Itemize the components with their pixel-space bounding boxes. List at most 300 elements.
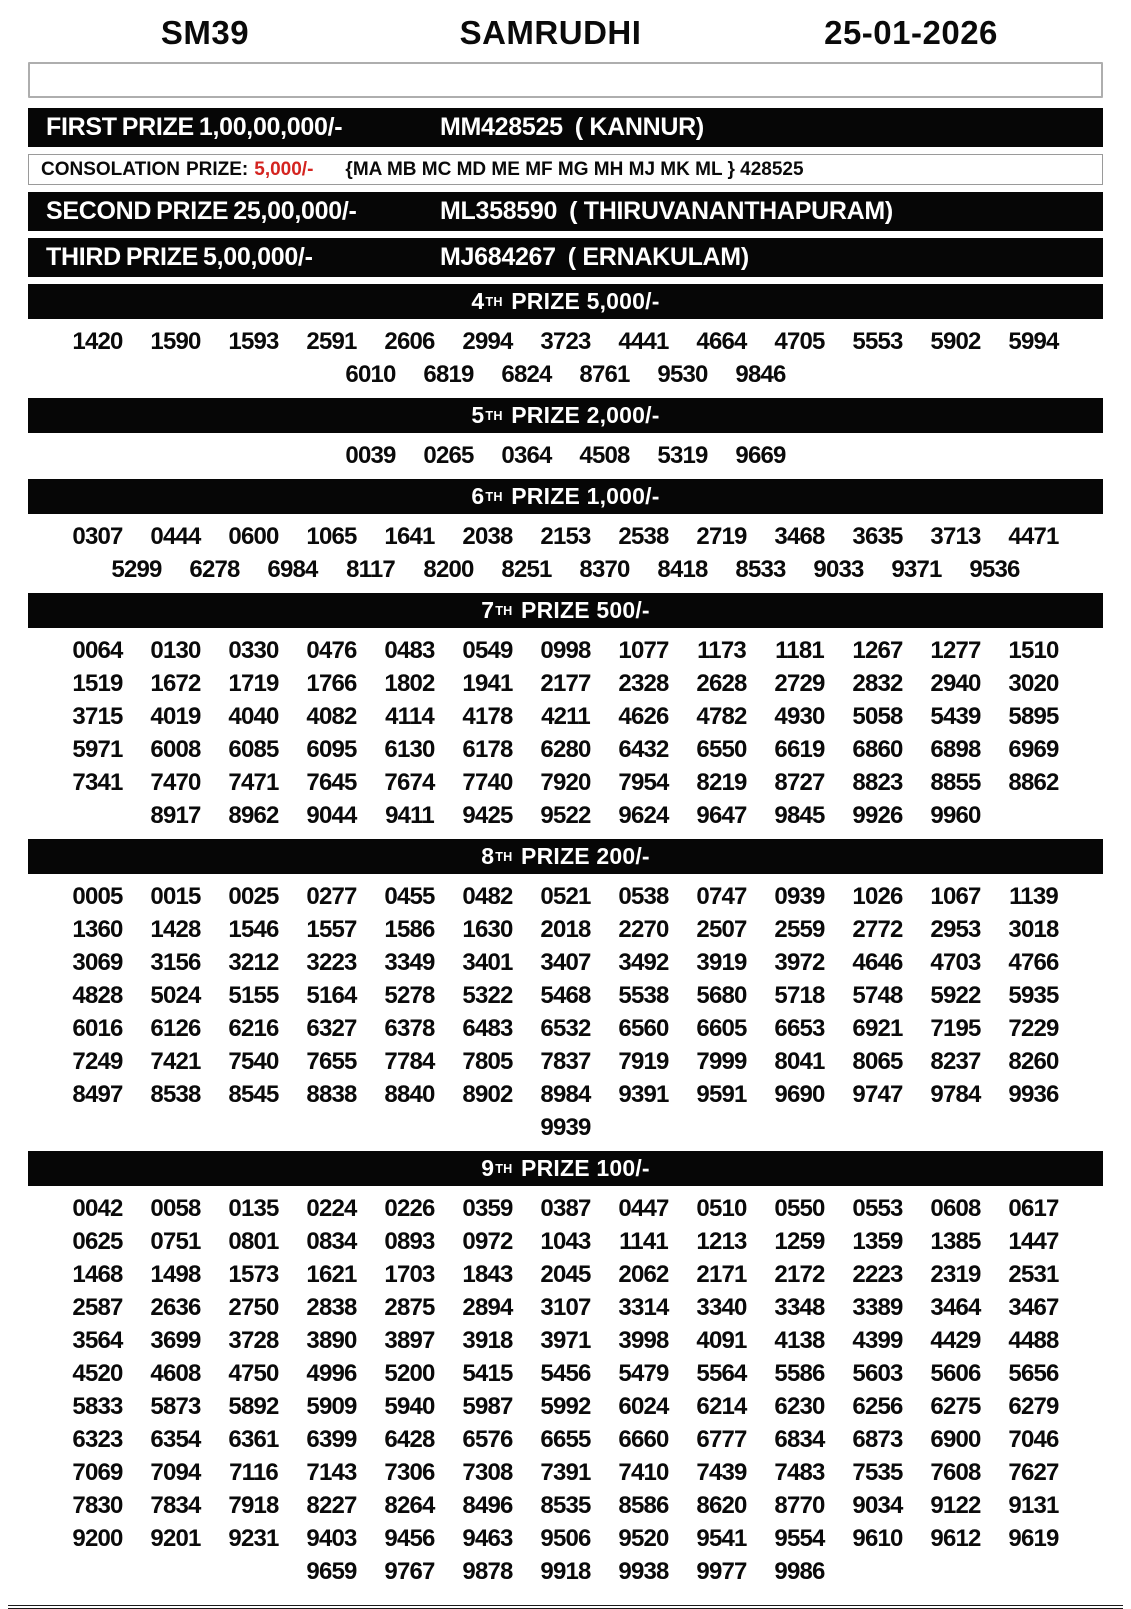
prize-number: 2894 xyxy=(462,1294,513,1321)
number-row xyxy=(0,700,1131,733)
prize-number: 6399 xyxy=(306,1426,357,1453)
prize-number: 7471 xyxy=(228,769,279,796)
prize-number: 6984 xyxy=(267,556,318,583)
tier-header: 8 TH PRIZE 200/- xyxy=(28,839,1103,874)
prize-number: 8496 xyxy=(462,1492,513,1519)
prize-number: 0510 xyxy=(696,1195,747,1222)
prize-number: 2953 xyxy=(930,916,981,943)
prize-number: 0550 xyxy=(774,1195,825,1222)
prize-number: 4626 xyxy=(618,703,669,730)
prize-number: 9612 xyxy=(930,1525,981,1552)
prize-number: 1141 xyxy=(619,1228,668,1255)
result-title-row xyxy=(0,0,1131,60)
prize-number: 7069 xyxy=(72,1459,123,1486)
prize-number: 7837 xyxy=(540,1048,591,1075)
prize-number: 6860 xyxy=(852,736,903,763)
prize-number: 7116 xyxy=(229,1459,278,1486)
prize-number: 0005 xyxy=(72,883,123,910)
prize-number: 2531 xyxy=(1008,1261,1059,1288)
tier-header: 5 TH PRIZE 2,000/- xyxy=(28,398,1103,433)
number-row xyxy=(0,553,1131,586)
prize-number: 7391 xyxy=(540,1459,591,1486)
prize-number: 5058 xyxy=(852,703,903,730)
prize-number: 1139 xyxy=(1009,883,1058,910)
prize-number: 3972 xyxy=(774,949,825,976)
prize-number: 0359 xyxy=(462,1195,513,1222)
prize-number: 9977 xyxy=(696,1558,747,1585)
prize-number: 1385 xyxy=(930,1228,981,1255)
third-prize-place: ( ERNAKULAM) xyxy=(567,243,749,271)
prize-number: 0998 xyxy=(540,637,591,664)
prize-number: 8535 xyxy=(540,1492,591,1519)
prize-number: 0972 xyxy=(462,1228,513,1255)
prize-number: 5564 xyxy=(696,1360,747,1387)
prize-number: 7470 xyxy=(150,769,201,796)
prize-number: 4930 xyxy=(774,703,825,730)
prize-number: 1941 xyxy=(462,670,513,697)
prize-number: 0893 xyxy=(384,1228,435,1255)
prize-number: 2729 xyxy=(774,670,825,697)
prize-number: 8041 xyxy=(774,1048,825,1075)
prize-number: 8251 xyxy=(501,556,552,583)
prize-number: 1213 xyxy=(696,1228,747,1255)
number-row xyxy=(0,667,1131,700)
first-prize-bar xyxy=(28,108,1103,147)
second-prize-winner xyxy=(440,197,893,226)
prize-number: 6216 xyxy=(228,1015,279,1042)
prize-number: 3713 xyxy=(930,523,981,550)
prize-number: 6605 xyxy=(696,1015,747,1042)
prize-number: 1766 xyxy=(306,670,357,697)
second-prize-amount: 25,00,000/- xyxy=(233,197,357,225)
prize-number: 9530 xyxy=(657,361,708,388)
prize-number: 4520 xyxy=(72,1360,123,1387)
prize-tier xyxy=(0,1151,1131,1595)
prize-number: 9591 xyxy=(696,1081,747,1108)
prize-number: 7439 xyxy=(696,1459,747,1486)
prize-number: 7249 xyxy=(72,1048,123,1075)
prize-number: 2319 xyxy=(930,1261,981,1288)
prize-number: 5586 xyxy=(774,1360,825,1387)
prize-number: 8770 xyxy=(774,1492,825,1519)
prize-number: 6653 xyxy=(774,1015,825,1042)
prize-number: 5940 xyxy=(384,1393,435,1420)
second-prize-place: ( THIRUVANANTHAPURAM) xyxy=(569,197,893,225)
prize-number: 2223 xyxy=(852,1261,903,1288)
prize-number: 7229 xyxy=(1008,1015,1059,1042)
prize-number: 0482 xyxy=(462,883,513,910)
prize-number: 2171 xyxy=(696,1261,747,1288)
prize-number: 2538 xyxy=(618,523,669,550)
prize-number: 0600 xyxy=(228,523,279,550)
prize-number: 5922 xyxy=(930,982,981,1009)
prize-number: 8219 xyxy=(696,769,747,796)
prize-number: 3389 xyxy=(852,1294,903,1321)
prize-number: 2177 xyxy=(540,670,591,697)
prize-number: 9846 xyxy=(735,361,786,388)
prize-number: 2038 xyxy=(462,523,513,550)
prize-number: 1043 xyxy=(540,1228,591,1255)
prize-number: 1802 xyxy=(384,670,435,697)
prize-number: 6126 xyxy=(150,1015,201,1042)
number-row xyxy=(0,766,1131,799)
prize-number: 1026 xyxy=(852,883,903,910)
prize-number: 6323 xyxy=(72,1426,123,1453)
prize-number: 5200 xyxy=(384,1360,435,1387)
prize-number: 5479 xyxy=(618,1360,669,1387)
prize-number: 9522 xyxy=(540,802,591,829)
prize-number: 5299 xyxy=(111,556,162,583)
number-row xyxy=(0,1291,1131,1324)
prize-number: 6819 xyxy=(423,361,474,388)
prize-number: 7805 xyxy=(462,1048,513,1075)
prize-number: 6378 xyxy=(384,1015,435,1042)
prize-number: 1593 xyxy=(228,328,279,355)
number-row xyxy=(0,1357,1131,1390)
prize-number: 1067 xyxy=(930,883,981,910)
third-prize-winner xyxy=(440,243,749,272)
consolation-amount: 5,000/- xyxy=(254,158,314,180)
prize-number: 9201 xyxy=(150,1525,201,1552)
prize-number: 3401 xyxy=(462,949,513,976)
prize-number: 1498 xyxy=(150,1261,201,1288)
prize-number: 9747 xyxy=(852,1081,903,1108)
prize-number: 2587 xyxy=(72,1294,123,1321)
prize-number: 6280 xyxy=(540,736,591,763)
prize-number: 6619 xyxy=(774,736,825,763)
prize-number: 2750 xyxy=(228,1294,279,1321)
prize-number: 6130 xyxy=(384,736,435,763)
prize-number: 9960 xyxy=(930,802,981,829)
prize-number: 2875 xyxy=(384,1294,435,1321)
prize-number: 0483 xyxy=(384,637,435,664)
number-row xyxy=(0,1258,1131,1291)
prize-number: 2045 xyxy=(540,1261,591,1288)
prize-number: 4040 xyxy=(228,703,279,730)
draw-code: SM39 xyxy=(160,14,250,51)
empty-notice-box xyxy=(28,62,1103,98)
number-row xyxy=(0,1489,1131,1522)
prize-number: 7535 xyxy=(852,1459,903,1486)
prize-number: 7920 xyxy=(540,769,591,796)
prize-number: 3018 xyxy=(1008,916,1059,943)
prize-number: 0224 xyxy=(306,1195,357,1222)
prize-number: 6898 xyxy=(930,736,981,763)
prize-number: 6921 xyxy=(852,1015,903,1042)
prize-number: 0058 xyxy=(150,1195,201,1222)
number-row xyxy=(0,1390,1131,1423)
prize-number: 9784 xyxy=(930,1081,981,1108)
prize-number: 6275 xyxy=(930,1393,981,1420)
prize-number: 0025 xyxy=(228,883,279,910)
second-prize-label: SECOND xyxy=(46,197,152,225)
prize-number: 9939 xyxy=(540,1114,591,1141)
prize-number: 4996 xyxy=(306,1360,357,1387)
number-row xyxy=(0,1555,1131,1588)
prize-number: 1447 xyxy=(1008,1228,1059,1255)
prize-number: 6873 xyxy=(852,1426,903,1453)
prize-number: 8823 xyxy=(852,769,903,796)
prize-number: 2270 xyxy=(618,916,669,943)
prize-number: 4138 xyxy=(774,1327,825,1354)
prize-number: 5971 xyxy=(72,736,123,763)
prize-number: 5992 xyxy=(540,1393,591,1420)
prize-number: 1259 xyxy=(774,1228,825,1255)
prize-number: 7999 xyxy=(696,1048,747,1075)
prize-number: 2832 xyxy=(852,670,903,697)
prize-tier xyxy=(0,398,1131,479)
prize-number: 9231 xyxy=(228,1525,279,1552)
prize-number: 7410 xyxy=(618,1459,669,1486)
prize-number: 8117 xyxy=(346,556,395,583)
third-prize-amount: 5,00,000/- xyxy=(203,243,313,271)
prize-number: 8962 xyxy=(228,802,279,829)
prize-number: 4429 xyxy=(930,1327,981,1354)
prize-number: 3998 xyxy=(618,1327,669,1354)
prize-number: 5415 xyxy=(462,1360,513,1387)
prize-tier xyxy=(0,284,1131,398)
prize-number: 5873 xyxy=(150,1393,201,1420)
prize-number: 5892 xyxy=(228,1393,279,1420)
prize-number: 6354 xyxy=(150,1426,201,1453)
prize-tier xyxy=(0,839,1131,1151)
prize-number: 8237 xyxy=(930,1048,981,1075)
prize-number: 3919 xyxy=(696,949,747,976)
prize-number: 2591 xyxy=(306,328,357,355)
prize-number: 4082 xyxy=(306,703,357,730)
number-row xyxy=(0,634,1131,667)
prize-number: 5909 xyxy=(306,1393,357,1420)
prize-number: 0617 xyxy=(1008,1195,1059,1222)
prize-number: 4399 xyxy=(852,1327,903,1354)
prize-number: 1630 xyxy=(462,916,513,943)
prize-number: 0608 xyxy=(930,1195,981,1222)
prize-number: 5656 xyxy=(1008,1360,1059,1387)
prize-number: 6428 xyxy=(384,1426,435,1453)
prize-number: 7918 xyxy=(228,1492,279,1519)
prize-number: 1546 xyxy=(228,916,279,943)
first-prize-amount: 1,00,00,000/- xyxy=(198,113,343,141)
number-row xyxy=(0,1012,1131,1045)
prize-number: 5278 xyxy=(384,982,435,1009)
prize-number: 1510 xyxy=(1008,637,1059,664)
prize-number: 0476 xyxy=(306,637,357,664)
prize-number: 6008 xyxy=(150,736,201,763)
prize-number: 8917 xyxy=(150,802,201,829)
prize-number: 9610 xyxy=(852,1525,903,1552)
prize-number: 9425 xyxy=(462,802,513,829)
prize-number: 8862 xyxy=(1008,769,1059,796)
prize-number: 8984 xyxy=(540,1081,591,1108)
number-row xyxy=(0,733,1131,766)
prize-number: 2062 xyxy=(618,1261,669,1288)
prize-number: 6256 xyxy=(852,1393,903,1420)
first-prize-winner xyxy=(440,113,704,142)
prize-tier xyxy=(0,479,1131,593)
prize-number: 5833 xyxy=(72,1393,123,1420)
prize-number: 0226 xyxy=(384,1195,435,1222)
prize-number: 1621 xyxy=(306,1261,357,1288)
prize-number: 7540 xyxy=(228,1048,279,1075)
prize-number: 4703 xyxy=(930,949,981,976)
number-row xyxy=(0,1522,1131,1555)
prize-number: 5994 xyxy=(1008,328,1059,355)
number-row xyxy=(0,520,1131,553)
prize-number: 4488 xyxy=(1008,1327,1059,1354)
prize-number: 5680 xyxy=(696,982,747,1009)
prize-number: 1360 xyxy=(72,916,123,943)
prize-number: 3890 xyxy=(306,1327,357,1354)
prize-number: 5538 xyxy=(618,982,669,1009)
prize-number: 9200 xyxy=(72,1525,123,1552)
prize-number: 9044 xyxy=(306,802,357,829)
prize-number: 9033 xyxy=(813,556,864,583)
tier-header: 6 TH PRIZE 1,000/- xyxy=(28,479,1103,514)
prize-number: 3699 xyxy=(150,1327,201,1354)
prize-number: 9936 xyxy=(1008,1081,1059,1108)
prize-number: 8497 xyxy=(72,1081,123,1108)
prize-number: 1077 xyxy=(618,637,669,664)
prize-number: 3020 xyxy=(1008,670,1059,697)
prize-number: 1267 xyxy=(852,637,903,664)
prize-number: 1065 xyxy=(306,523,357,550)
number-row xyxy=(0,1111,1131,1144)
prize-number: 0444 xyxy=(150,523,201,550)
prize-number: 0834 xyxy=(306,1228,357,1255)
prize-number: 7834 xyxy=(150,1492,201,1519)
prize-number: 1586 xyxy=(384,916,435,943)
prize-number: 3468 xyxy=(774,523,825,550)
prize-number: 8620 xyxy=(696,1492,747,1519)
prize-number: 9403 xyxy=(306,1525,357,1552)
prize-number: 0939 xyxy=(774,883,825,910)
prize-number: 5468 xyxy=(540,982,591,1009)
prize-number: 4646 xyxy=(852,949,903,976)
number-row xyxy=(0,1045,1131,1078)
prize-number: 9131 xyxy=(1008,1492,1059,1519)
prize-number: 8264 xyxy=(384,1492,435,1519)
prize-number: 5987 xyxy=(462,1393,513,1420)
prize-number: 0447 xyxy=(618,1195,669,1222)
prize-number: 1641 xyxy=(384,523,435,550)
prize-number: 4828 xyxy=(72,982,123,1009)
consolation-label2: PRIZE: xyxy=(185,158,249,180)
number-row xyxy=(0,325,1131,358)
prize-number: 8065 xyxy=(852,1048,903,1075)
draw-date: 25-01-2026 xyxy=(824,14,998,51)
prize-number: 1590 xyxy=(150,328,201,355)
tier-header: 9 TH PRIZE 100/- xyxy=(28,1151,1103,1186)
prize-number: 0042 xyxy=(72,1195,123,1222)
prize-number: 4211 xyxy=(541,703,590,730)
prize-number: 6824 xyxy=(501,361,552,388)
prize-number: 7784 xyxy=(384,1048,435,1075)
prize-number: 6969 xyxy=(1008,736,1059,763)
third-prize-ticket: MJ684267 xyxy=(440,243,556,271)
prize-number: 6278 xyxy=(189,556,240,583)
prize-number: 3156 xyxy=(150,949,201,976)
prize-number: 4608 xyxy=(150,1360,201,1387)
prize-number: 2507 xyxy=(696,916,747,943)
prize-number: 7308 xyxy=(462,1459,513,1486)
prize-number: 1719 xyxy=(228,670,279,697)
prize-number: 8200 xyxy=(423,556,474,583)
prize-number: 7421 xyxy=(150,1048,201,1075)
prize-number: 6361 xyxy=(228,1426,279,1453)
prize-number: 7143 xyxy=(306,1459,357,1486)
prize-number: 9845 xyxy=(774,802,825,829)
prize-number: 4766 xyxy=(1008,949,1059,976)
prize-number: 3107 xyxy=(540,1294,591,1321)
prize-number: 5456 xyxy=(540,1360,591,1387)
prize-number: 4178 xyxy=(462,703,513,730)
prize-number: 9506 xyxy=(540,1525,591,1552)
prize-number: 3407 xyxy=(540,949,591,976)
third-prize-label-group xyxy=(46,243,440,272)
prize-number: 1428 xyxy=(150,916,201,943)
prize-number: 0330 xyxy=(228,637,279,664)
second-prize-label-group xyxy=(46,197,440,226)
prize-number: 0538 xyxy=(618,883,669,910)
prize-number: 6016 xyxy=(72,1015,123,1042)
prize-number: 2772 xyxy=(852,916,903,943)
prize-number: 8418 xyxy=(657,556,708,583)
second-prize-bar xyxy=(28,192,1103,231)
prize-number: 7195 xyxy=(930,1015,981,1042)
prize-number: 2628 xyxy=(696,670,747,697)
prize-number: 3897 xyxy=(384,1327,435,1354)
prize-number: 7046 xyxy=(1008,1426,1059,1453)
prize-number: 1468 xyxy=(72,1261,123,1288)
prize-number: 5439 xyxy=(930,703,981,730)
prize-number: 1181 xyxy=(775,637,824,664)
prize-number: 7094 xyxy=(150,1459,201,1486)
prize-number: 6550 xyxy=(696,736,747,763)
prize-number: 9541 xyxy=(696,1525,747,1552)
prize-number: 8840 xyxy=(384,1081,435,1108)
prize-number: 3492 xyxy=(618,949,669,976)
prize-number: 6085 xyxy=(228,736,279,763)
number-row xyxy=(0,880,1131,913)
prize-number: 0387 xyxy=(540,1195,591,1222)
prize-number: 0751 xyxy=(150,1228,201,1255)
prize-number: 2636 xyxy=(150,1294,201,1321)
prize-number: 0521 xyxy=(540,883,591,910)
prize-number: 3212 xyxy=(228,949,279,976)
prize-number: 3918 xyxy=(462,1327,513,1354)
prize-number: 2153 xyxy=(540,523,591,550)
number-row xyxy=(0,439,1131,472)
number-row xyxy=(0,1324,1131,1357)
prize-number: 0135 xyxy=(228,1195,279,1222)
prize-number: 9659 xyxy=(306,1558,357,1585)
prize-number: 3223 xyxy=(306,949,357,976)
prize-number: 3467 xyxy=(1008,1294,1059,1321)
tier-header: 7 TH PRIZE 500/- xyxy=(28,593,1103,628)
prize-number: 8838 xyxy=(306,1081,357,1108)
prize-number: 5606 xyxy=(930,1360,981,1387)
prize-number: 4091 xyxy=(696,1327,747,1354)
prize-number: 7306 xyxy=(384,1459,435,1486)
prize-number: 1519 xyxy=(72,670,123,697)
prize-number: 3069 xyxy=(72,949,123,976)
prize-number: 0364 xyxy=(501,442,552,469)
prize-number: 7627 xyxy=(1008,1459,1059,1486)
prize-number: 1420 xyxy=(72,328,123,355)
prize-number: 9554 xyxy=(774,1525,825,1552)
prize-number: 5935 xyxy=(1008,982,1059,1009)
prize-number: 6576 xyxy=(462,1426,513,1453)
